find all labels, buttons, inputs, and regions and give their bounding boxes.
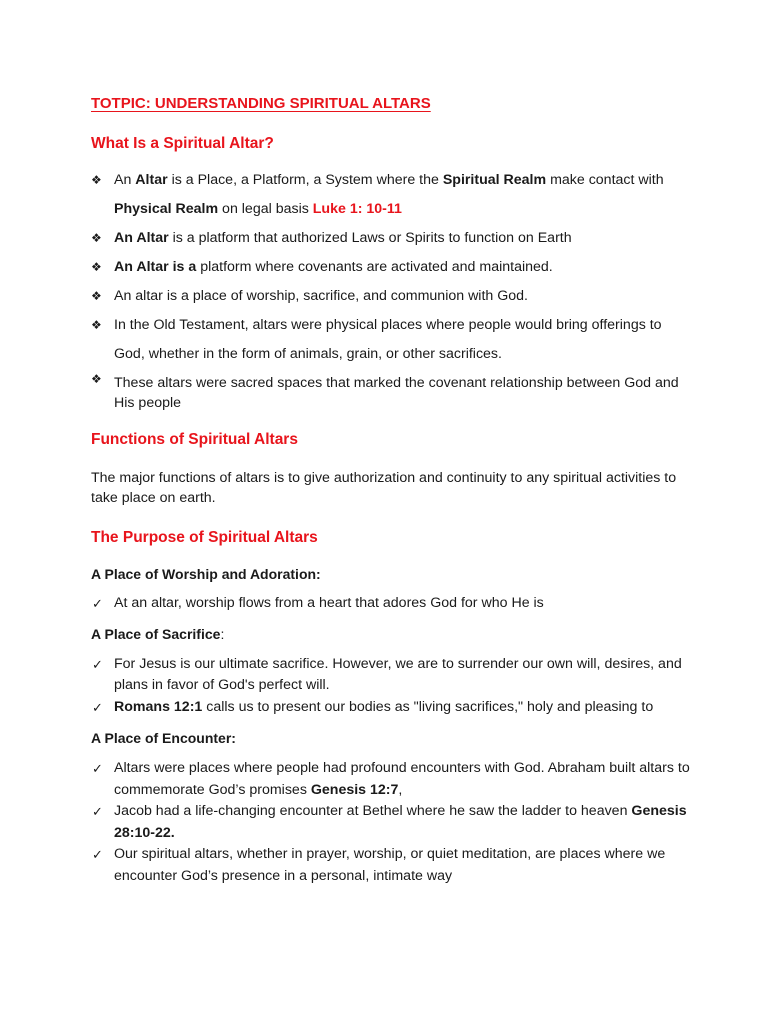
subheading-worship: A Place of Worship and Adoration: (91, 566, 321, 582)
list-item: ❖ In the Old Testament, altars were physical places where people would bring offerings to God, whether in the form of animals, grain, or other sacrifices. (91, 311, 691, 369)
list-item: ✓ At an altar, worship flows from a heart that adores God for who He is (91, 593, 691, 615)
scripture-reference: Romans 12:1 (114, 698, 203, 715)
document-page (91, 94, 691, 887)
worship-list (91, 593, 691, 615)
list-item: ✓ Altars were places where people had profound encounters with God. Abraham built altars to commemorate God’s promises Genesis 12:7, (91, 758, 691, 801)
list-item: ❖ An altar is a place of worship, sacrifice, and communion with God. (91, 282, 691, 311)
list-item: ✓ Jacob had a life-changing encounter at Bethel where he saw the ladder to heaven Genesis 28:10-22. (91, 801, 691, 844)
list-item: ✓ Romans 12:1 calls us to present our bodies as "living sacrifices," holy and pleasing to (91, 697, 691, 719)
list-item: ✓ Our spiritual altars, whether in prayer, worship, or quiet meditation, are places where we encounter God’s presence in a personal, intimate way (91, 844, 691, 887)
functions-paragraph: The major functions of altars is to give authorization and continuity to any spiritual activities to take place on earth. (91, 470, 677, 506)
list-item: ❖ An Altar is a platform that authorized Laws or Spirits to function on Earth (91, 224, 691, 253)
list-item: ✓ For Jesus is our ultimate sacrifice. However, we are to surrender our own will, desires, and plans in favor of God's perfect will. (91, 654, 691, 697)
subheading-sacrifice: A Place of Sacrifice: (91, 625, 225, 642)
section-heading-what-is: What Is a Spiritual Altar? (91, 135, 274, 152)
list-item: ❖ An Altar is a Place, a Platform, a System where the Spiritual Realm make contact with Physical Realm on legal basis Luke 1: 10-11 (91, 166, 691, 224)
scripture-reference: Genesis 12:7 (310, 781, 399, 798)
scripture-reference: Luke 1: 10-11 (312, 201, 402, 217)
list-item: ❖ These altars were sacred spaces that marked the covenant relationship between God and His people (91, 369, 691, 413)
encounter-list (91, 758, 691, 887)
scripture-reference: Genesis 28:10-22. (114, 803, 687, 841)
sacrifice-list (91, 654, 691, 719)
topic-title: TOTPIC: UNDERSTANDING SPIRITUAL ALTARS (91, 95, 431, 112)
section-heading-purpose: The Purpose of Spiritual Altars (91, 529, 318, 546)
subheading-encounter: A Place of Encounter: (91, 730, 236, 746)
list-item: ❖ An Altar is a platform where covenants are activated and maintained. (91, 253, 691, 282)
section-heading-functions: Functions of Spiritual Altars (91, 431, 298, 448)
altar-definition-list (91, 166, 691, 413)
